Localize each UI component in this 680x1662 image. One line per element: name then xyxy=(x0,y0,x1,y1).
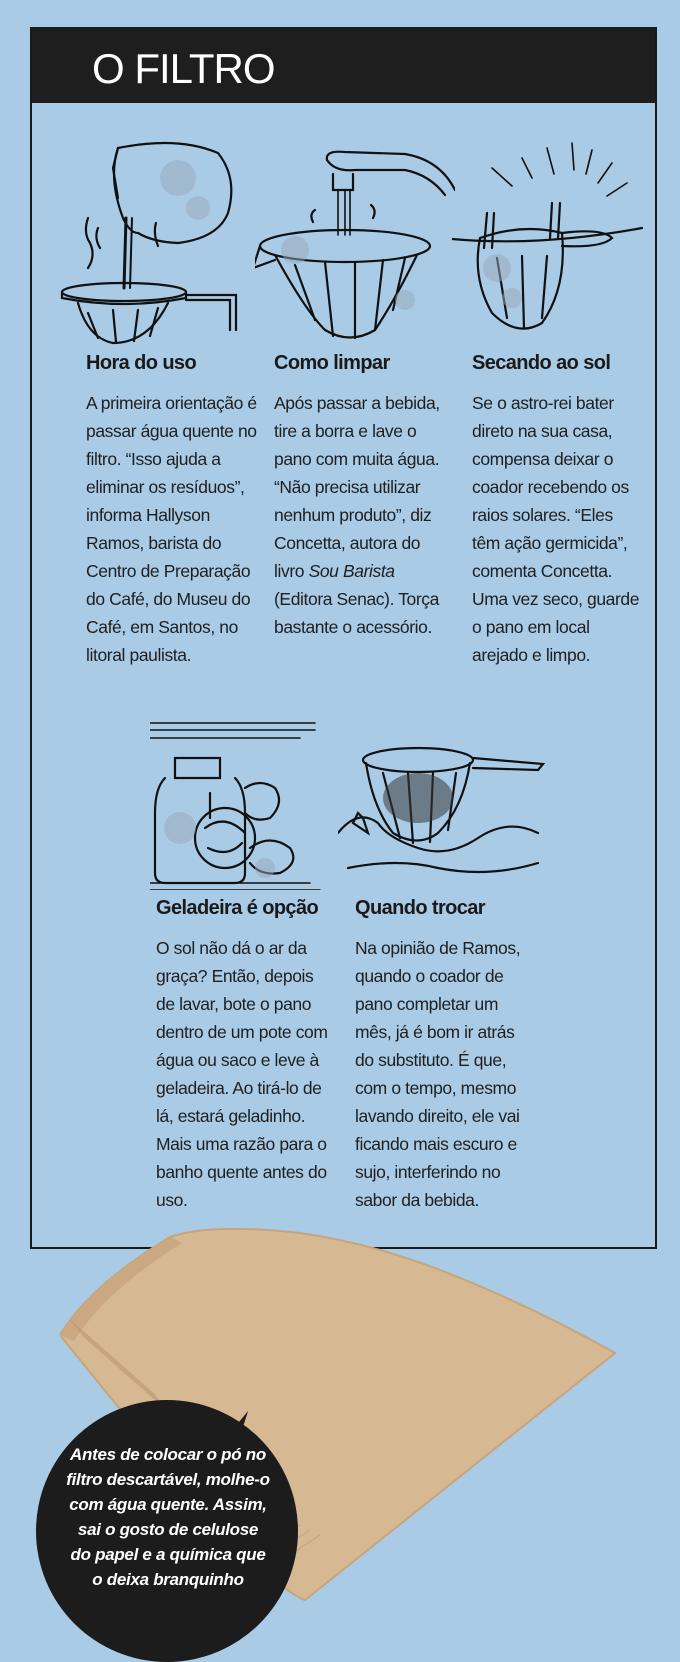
section-text: O sol não dá o ar da graça? Então, depois de lavar, bote o pano dentro de um pote com água ou saco e leve à geladeira. Ao tirá-lo de lá, estará geladinho. Mais uma razão para o banho quente antes do uso. xyxy=(156,938,328,1210)
section-text: A primeira orientação é passar água quente no filtro. “Isso ajuda a eliminar os resíduos”, informa Hallyson Ramos, barista do Centro de Preparação do Café, do Museu do Café, em Santos, no litoral paulista. xyxy=(86,393,257,665)
section-geladeira xyxy=(156,897,331,1214)
book-title: Sou Barista xyxy=(308,561,395,581)
page-title: O FILTRO xyxy=(92,45,275,92)
tip-text: Antes de colocar o pó no filtro descartável, molhe-o com água quente. Assim, sai o gosto de celulose do papel e a química que o deixa branquinho xyxy=(66,1445,270,1589)
worn-cloth-filter-illustration xyxy=(338,738,548,890)
kettle-pouring-illustration xyxy=(58,138,253,350)
section-heading: Quando trocar xyxy=(355,897,485,919)
section-hora-do-uso xyxy=(86,352,261,669)
section-quando-trocar xyxy=(355,897,530,1214)
section-como-limpar xyxy=(274,352,444,641)
section-heading: Hora do uso xyxy=(86,352,197,374)
header-bar xyxy=(32,29,655,103)
section-text xyxy=(274,389,444,641)
section-heading: Como limpar xyxy=(274,352,390,374)
section-text: Se o astro-rei bater direto na sua casa, compensa deixar o coador recebendo os raios solares. “Eles têm ação germicida”, comenta Concetta. Uma vez seco, guarde o pano em local arejado e limpo. xyxy=(472,393,640,665)
section-text: Na opinião de Ramos, quando o coador de pano completar um mês, já é bom ir atrás do substituto. É que, com o tempo, mesmo lavando direito, ele vai ficando mais escuro e sujo, interferindo no sabor da bebida. xyxy=(355,938,521,1210)
section-heading: Geladeira é opção xyxy=(156,897,319,919)
section-secando-ao-sol xyxy=(472,352,644,669)
faucet-washing-illustration xyxy=(255,150,455,350)
text-part: (Editora Senac). Torça bastante o acessório. xyxy=(274,589,439,637)
clothesline-drying-illustration xyxy=(452,138,652,353)
section-heading: Secando ao sol xyxy=(472,352,611,374)
text-part: Após passar a bebida, tire a borra e lave o pano com muita água. “Não precisa utilizar nenhum produto”, diz Concetta, autora do livro xyxy=(274,393,440,581)
fridge-jar-illustration xyxy=(150,718,325,890)
